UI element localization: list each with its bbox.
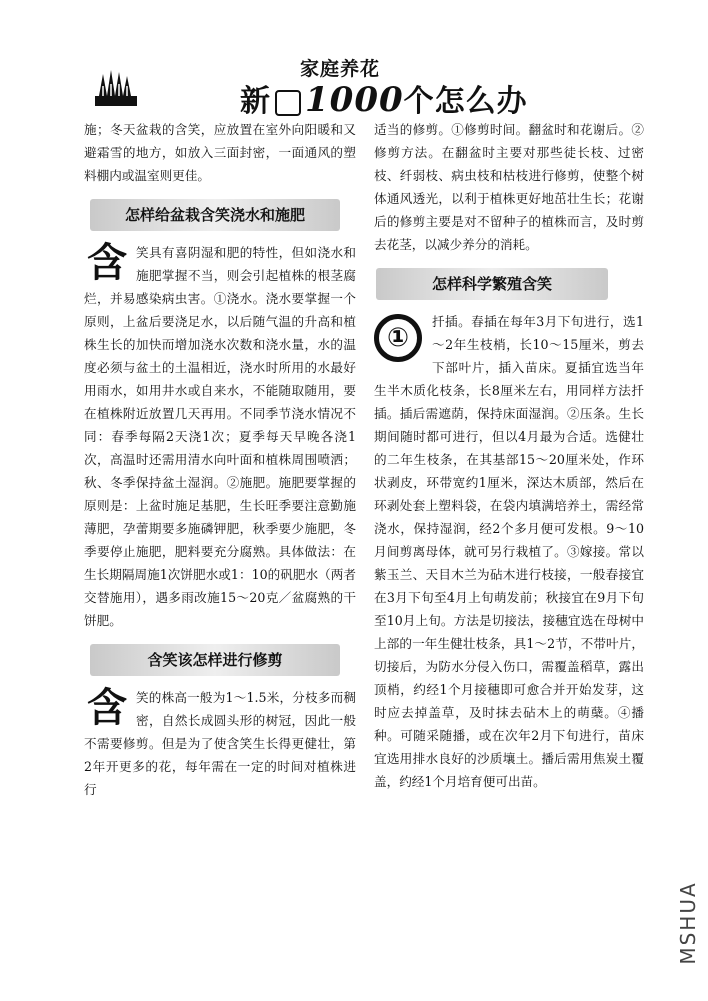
section-text: 扦插。春插在每年3月下旬进行，选1～2年生枝梢，长10～15厘米，剪去下部叶片，插入苗床。夏插宜选当年生半木质化枝条，长8厘米左右，用同样方法扦插。插后需遮荫，保持床面湿润。②压条。生长期间随时都可进行，但以4月最为合适。选健壮的二年生枝条，在其基部15～20厘米处，作环状剥皮，环带宽约1厘米，深达木质部，然后在环剥处套上塑料袋，在袋内填满培养土，需经常浇水，保持湿润，经2个多月便可发根。9～10月间剪离母体，就可另行栽植了。③嫁接。常以紫玉兰、天目木兰为砧木进行枝接，一般春接宜在3月下旬至4月上旬萌发前；秋接宜在9月下旬至10月上旬。方法是切接法，接穗宜选在母树中上部的一年生健壮枝条，具1～2节，不带叶片，切接后，为防水分侵入伤口，需覆盖稻草，露出顶梢，约经1个月接穗即可愈合并开始发芽，这时应去掉盖草，及时抹去砧木上的萌蘖。④播种。可随采随播，或在次年2月下旬进行，苗床宜选用排水良好的沙质壤土。播后需用焦炭土覆盖，约经1个月培育便可出苗。 — [374, 314, 644, 789]
header-number: 1000 — [305, 80, 404, 120]
section-body-pruning — [84, 686, 356, 801]
section-text: 笑具有喜阴湿和肥的特性，但如浇水和施肥掌握不当，则会引起植株的根茎腐烂，并易感染病虫害。①浇水。浇水要掌握一个原则，上盆后要浇足水，以后随气温的升高和植株生长的加快而增加浇水次数和浇水量，水的温度必须与盆土的土温相近，浇水时所用的水最好用雨水，如用井水或自来水，不能随取随用，要在植株附近放置几天再用。不同季节浇水情况不同：春季每隔2天浇1次；夏季每天早晚各浇1次，高温时还需用清水向叶面和植株周围喷洒；秋、冬季保持盆土湿润。②施肥。施肥要掌握的原则是：上盆时施足基肥，生长旺季要注意勤施薄肥，孕蕾期要多施磷钾肥，秋季要少施肥，冬季要停止施肥，肥料要充分腐熟。具体做法：在生长期隔周施1次饼肥水或1：10的矾肥水（两者交替施用），遇多雨改施15～20克／盆腐熟的干饼肥。 — [84, 245, 356, 628]
left-intro: 施；冬天盆栽的含笑，应放置在室外向阳暖和又避霜雪的地方，如放入三面封密，一面通风的塑料棚内或温室则更佳。 — [84, 122, 356, 183]
section-title-propagation: 怎样科学繁殖含笑 — [376, 268, 608, 300]
page-header — [95, 52, 545, 120]
dropcap: 含 — [87, 240, 127, 286]
section-body-watering — [84, 241, 356, 632]
badge-box-icon — [275, 90, 301, 116]
section-title-watering: 怎样给盆栽含笑浇水和施肥 — [90, 199, 340, 231]
header-subtitle: 家庭养花 — [300, 58, 381, 80]
header-suffix: 个怎么办 — [403, 84, 528, 119]
watermark-text: MSHUA — [676, 881, 700, 965]
section-body-propagation — [374, 310, 644, 793]
section-text: 笑的株高一般为1～1.5米，分枝多而稠密，自然长成圆头形的树冠，因此一般不需要修剪。但是为了使含笑生长得更健壮，第2年开更多的花，每年需在一定的时间对植株进行 — [84, 690, 356, 797]
flower-logo-icon — [95, 66, 137, 106]
header-title — [240, 76, 528, 120]
right-column — [374, 118, 644, 793]
watermark — [676, 858, 700, 988]
header-prefix: 新 — [240, 84, 271, 119]
right-intro: 适当的修剪。①修剪时间。翻盆时和花谢后。②修剪方法。在翻盆时主要对那些徒长枝、过密枝、纤弱枝、病虫枝和枯枝进行修剪，使整个树体通风透光，以利于植株更好地茁壮生长；花谢后的修剪主要是对不留种子的植株而言，及时剪去花茎，以减少养分的消耗。 — [374, 122, 644, 252]
dropcap: 含 — [87, 685, 127, 731]
section-title-pruning: 含笑该怎样进行修剪 — [90, 644, 340, 676]
left-column — [84, 118, 356, 801]
dropcap-circle: ① — [374, 314, 422, 362]
